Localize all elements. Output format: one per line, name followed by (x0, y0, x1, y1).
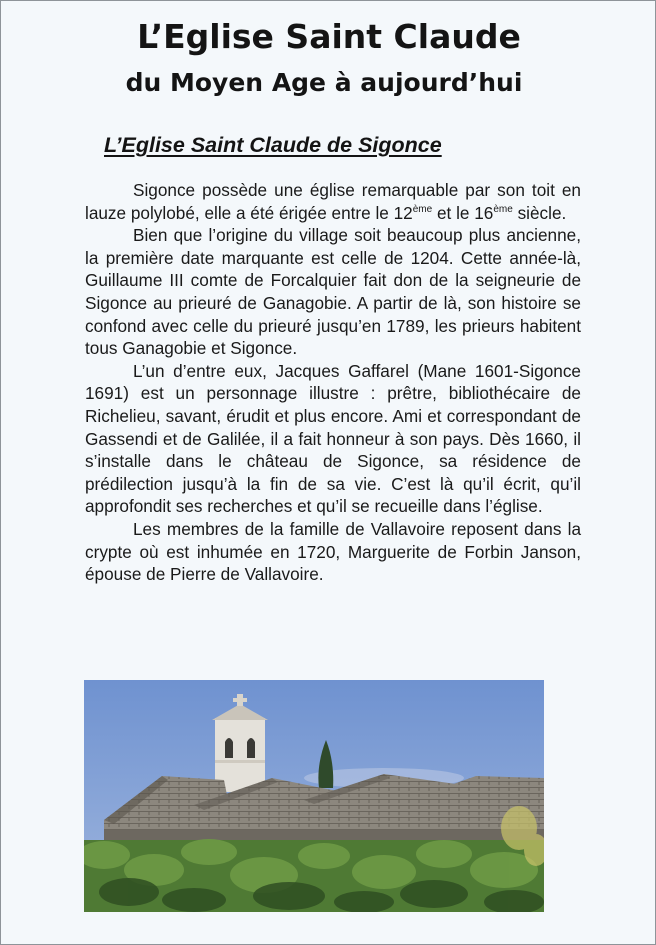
paragraph-2: Bien que l’origine du village soit beaucoup plus ancienne, la première date marquante est celle de 1204. Cette année-là, Guillaume III comte de Forcalquier fait don de la seigneurie de Sigonce au prieuré de Ganagobie. A partir de là, son histoire se confond avec celle du prieuré jusqu’en 1789, les prieurs habitent tous Ganagobie et Sigonce. (85, 225, 581, 359)
paragraph-3: L’un d’entre eux, Jacques Gaffarel (Mane 1601-Sigonce 1691) est un personnage illustre : prêtre, bibliothécaire de Richelieu, savant, érudit et plus encore. Ami et correspondant de Gassendi et de Galilée, il a fait honneur à son pays. Dès 1660, il s’installe dans le château de Sigonce, sa résidence de prédilection jusqu’à la fin de sa vie. C’est là qu’il écrit, qu’il approfondit ses recherches et qu’il se recueille dans l’église. (85, 360, 581, 517)
paragraph-4: Les membres de la famille de Vallavoire reposent dans la crypte où est inhumée en 1720, Marguerite de Forbin Janson, épouse de Pierre de Vallavoire. (85, 518, 581, 585)
church-photo (84, 680, 544, 912)
paragraph-1 (85, 179, 581, 224)
paragraph-1-text-c: siècle. (512, 202, 567, 223)
article-body (85, 179, 581, 586)
superscript-ordinal: ème (412, 203, 433, 215)
paragraph-1-text-b: et le 16 (432, 202, 494, 223)
superscript-ordinal: ème (493, 203, 513, 215)
page-subtitle: du Moyen Age à aujourd’hui (125, 68, 523, 97)
paragraph-1-text-a: Sigonce possède une église remarquable par son toit en lauze polylobé, elle a été érigée entre le 12 (85, 180, 581, 223)
page-title: L’Eglise Saint Claude (137, 17, 521, 56)
section-heading: L’Eglise Saint Claude de Sigonce (104, 133, 442, 157)
